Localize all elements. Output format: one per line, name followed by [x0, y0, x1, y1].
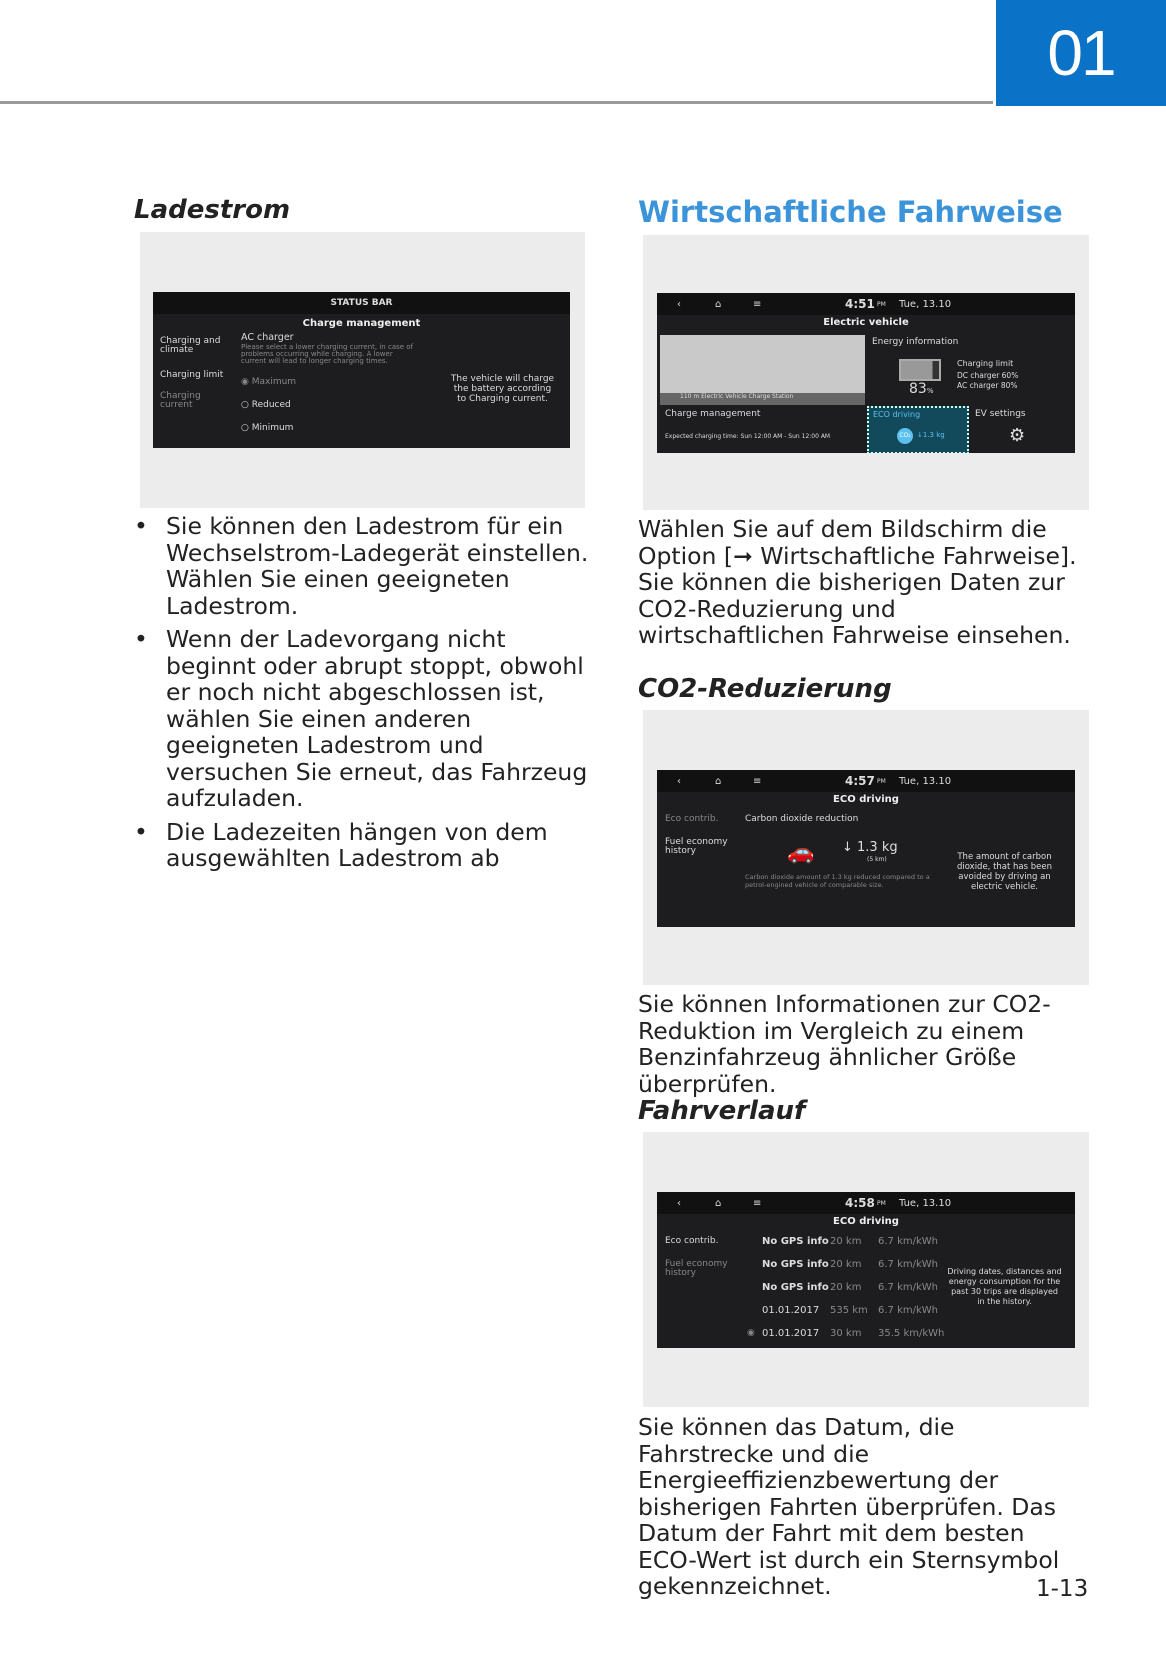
option-reduced[interactable]: ○ Reduced [241, 400, 291, 410]
trip-efficiency: 6.7 km/kWh [878, 1282, 938, 1293]
menu-charging-current[interactable]: Charging current [160, 391, 201, 410]
energy-info-title: Energy information [872, 337, 959, 347]
section-heading-co2: CO2-Reduzierung [638, 674, 892, 704]
trip-efficiency: 6.7 km/kWh [878, 1259, 938, 1270]
bullet-item: • Die Ladezeiten hängen von dem ausgewählten Ladestrom ab [134, 819, 594, 872]
charge-management-screen [153, 292, 570, 448]
clock: 4:58 [845, 1196, 875, 1210]
status-bar [657, 293, 1075, 315]
history-row[interactable] [762, 1328, 952, 1339]
trip-efficiency: 35.5 km/kWh [878, 1328, 945, 1339]
charging-limit-label: Charging limit [957, 359, 1014, 368]
trip-distance: 30 km [830, 1328, 862, 1339]
option-minimum[interactable]: ○ Minimum [241, 423, 294, 433]
eco-driving-label: ECO driving [873, 410, 921, 419]
co2-amount: 1.3 kg [857, 840, 898, 855]
home-icon[interactable]: ⌂ [715, 298, 722, 310]
page-number: 1-13 [1036, 1576, 1089, 1602]
ac-charger-label: AC charger [241, 332, 294, 343]
screen-title: ECO driving [833, 794, 899, 805]
screenshot-frame [643, 710, 1089, 985]
menu-eco-contrib[interactable]: Eco contrib. [665, 1236, 719, 1246]
eco-driving-tile[interactable] [867, 406, 969, 453]
screen-title: Charge management [302, 318, 421, 329]
ac-charger-limit: AC charger 80% [957, 381, 1018, 390]
history-row[interactable] [762, 1259, 952, 1270]
battery-icon [899, 359, 941, 381]
help-text: The vehicle will charge the battery according to Charging current. [450, 374, 555, 404]
section-heading-fahrverlauf: Fahrverlauf [638, 1096, 806, 1126]
co2-section-title: Carbon dioxide reduction [745, 814, 859, 824]
option-maximum[interactable]: ◉ Maximum [241, 377, 297, 387]
eco-value: ↓1.3 kg [917, 431, 945, 439]
ev-settings-tile[interactable]: EV settings [975, 409, 1026, 419]
fuel-history-screen [657, 1192, 1075, 1348]
history-row[interactable] [762, 1236, 952, 1247]
option-label: Minimum [251, 423, 294, 433]
trip-distance: 535 km [830, 1305, 868, 1316]
battery-level [909, 381, 933, 397]
section-heading-wirtschaftliche-fahrweise: Wirtschaftliche Fahrweise [638, 195, 1063, 229]
menu-fuel-economy-history[interactable]: Fuel economy history [665, 837, 728, 856]
ampm: PM [877, 1199, 886, 1207]
map-widget[interactable] [660, 335, 865, 405]
chapter-tab: 01 [996, 0, 1166, 106]
clock: 4:57 [845, 774, 875, 788]
bullet-item: • Sie können den Ladestrom für ein Wechselstrom-Ladegerät einstellen. Wählen Sie einen geeigneten Ladestrom. [134, 513, 594, 619]
trip-efficiency: 6.7 km/kWh [878, 1236, 938, 1247]
screen-title: ECO driving [833, 1216, 899, 1227]
trip-date: No GPS info [762, 1282, 829, 1293]
paragraph: Sie können Informationen zur CO2-Reduktion im Vergleich zu einem Benzinfahrzeug ähnlicher Größe überprüfen. [638, 990, 1051, 1098]
menu-charging-climate[interactable]: Charging and climate [160, 336, 221, 355]
battery-unit: % [926, 387, 934, 395]
paragraph: Wählen Sie auf dem Bildschirm die Option [➞ Wirtschaftliche Fahrweise]. Sie können die bisherigen Daten zur CO2-Reduzierung und wirtschaftlichen Fahrweise einsehen. [638, 515, 1077, 649]
co2-distance: (5 km) [867, 856, 887, 863]
home-icon[interactable]: ⌂ [715, 775, 722, 787]
trip-date: No GPS info [762, 1236, 829, 1247]
menu-icon[interactable]: ≡ [753, 298, 762, 310]
ampm: PM [877, 300, 886, 308]
back-icon[interactable]: ‹ [677, 775, 681, 787]
best-trip-star-icon: ◉ [747, 1328, 755, 1338]
trip-distance: 20 km [830, 1282, 862, 1293]
history-row[interactable] [762, 1305, 952, 1316]
back-icon[interactable]: ‹ [677, 298, 681, 310]
back-icon[interactable]: ‹ [677, 1197, 681, 1209]
co2-note: Carbon dioxide amount of 1.3 kg reduced compared to a petrol-engined vehicle of comparable size. [745, 873, 930, 889]
help-text: The amount of carbon dioxide, that has been avoided by driving an electric vehicle. [956, 852, 1053, 892]
menu-eco-contrib[interactable]: Eco contrib. [665, 814, 719, 824]
paragraph: Sie können das Datum, die Fahrstrecke und die Energieeffizienzbewertung der bisherigen Fahrten überprüfen. Das Datum der Fahrt mit dem besten ECO-Wert ist durch ein Sternsymbol gekennzeichnet. [638, 1413, 1060, 1600]
bullet-list [134, 513, 594, 879]
trip-date: 01.01.2017 [762, 1305, 820, 1316]
status-bar: STATUS BAR [153, 292, 570, 314]
battery-value: 83 [909, 381, 927, 397]
screenshot-frame [643, 1132, 1089, 1407]
menu-icon[interactable]: ≡ [753, 1197, 762, 1209]
date: Tue, 13.10 [899, 775, 952, 787]
trip-date: 01.01.2017 [762, 1328, 820, 1339]
screen-title: Electric vehicle [823, 317, 909, 328]
dc-charger-limit: DC charger 60% [957, 371, 1019, 380]
trip-date: No GPS info [762, 1259, 829, 1270]
section-heading-ladestrom: Ladestrom [134, 195, 291, 225]
header-rule [0, 101, 993, 104]
car-icon: 🚗 [787, 840, 815, 865]
status-bar [657, 770, 1075, 792]
bullet-item: • Wenn der Ladevorgang nicht beginnt oder abrupt stoppt, obwohl er noch nicht abgeschlossen ist, wählen Sie einen anderen geeigneten Ladestrom und versuchen Sie erneut, das Fahrzeug aufzuladen. [134, 626, 594, 812]
status-bar [657, 1192, 1075, 1214]
help-text: Driving dates, distances and energy consumption for the past 30 trips are displayed in the history. [947, 1267, 1062, 1306]
charge-management-tile[interactable]: Charge management [665, 409, 761, 419]
home-icon[interactable]: ⌂ [715, 1197, 722, 1209]
ampm: PM [877, 777, 886, 785]
expected-charging-time: Expected charging time: Sun 12:00 AM - Sun 12:00 AM [665, 433, 831, 440]
co2-screen [657, 770, 1075, 927]
ac-charger-description: Please select a lower charging current, in case of problems occurring while charging. A lower current will lead to longer charging times. [241, 343, 414, 365]
history-row[interactable] [762, 1282, 952, 1293]
co2-icon: CO₂ [897, 428, 913, 444]
trip-distance: 20 km [830, 1259, 862, 1270]
trip-distance: 20 km [830, 1236, 862, 1247]
option-label: Reduced [251, 400, 291, 410]
electric-vehicle-screen [657, 293, 1075, 453]
date: Tue, 13.10 [899, 1197, 952, 1209]
map-route-bar: 110 m Electric Vehicle Charge Station [660, 393, 865, 405]
clock: 4:51 [845, 297, 875, 311]
date: Tue, 13.10 [899, 298, 952, 310]
screenshot-frame [140, 232, 585, 508]
menu-icon[interactable]: ≡ [753, 775, 762, 787]
screenshot-frame [643, 235, 1089, 510]
co2-value: ↓ 1.3 kg [842, 840, 898, 855]
trip-efficiency: 6.7 km/kWh [878, 1305, 938, 1316]
option-label: Maximum [251, 377, 297, 387]
menu-charging-limit[interactable]: Charging limit [160, 370, 224, 380]
gear-icon: ⚙ [1009, 425, 1026, 446]
menu-fuel-economy-history[interactable]: Fuel economy history [665, 1259, 728, 1278]
